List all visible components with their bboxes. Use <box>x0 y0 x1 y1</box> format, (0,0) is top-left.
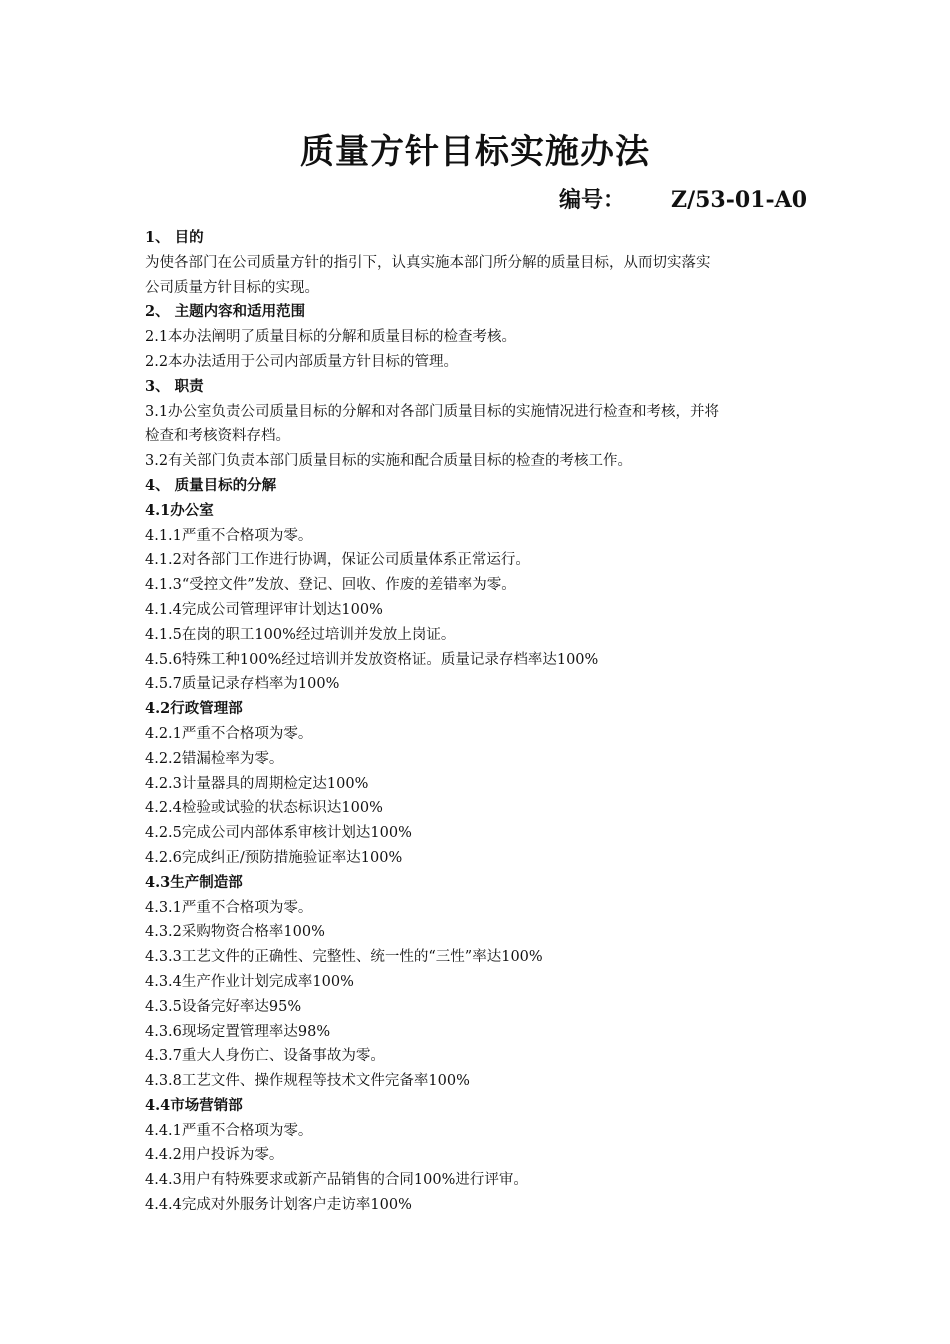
section-heading: 3、 职责 <box>145 377 204 395</box>
body-text-line: 为使各部门在公司质量方针的指引下，认真实施本部门所分解的质量目标，从而切实落实 <box>145 254 711 271</box>
body-text-line: 4.3.4生产作业计划完成率100% <box>145 973 354 990</box>
body-text-line: 4.4.1严重不合格项为零。 <box>145 1122 313 1139</box>
body-text-line: 2.2本办法适用于公司内部质量方针目标的管理。 <box>145 353 459 370</box>
body-text-line: 4.3.7重大人身伤亡、设备事故为零。 <box>145 1048 385 1065</box>
body-text-line: 4.3.1严重不合格项为零。 <box>145 899 313 916</box>
body-text-line: 4.3.5设备完好率达95% <box>145 998 302 1015</box>
document-title: 质量方针目标实施办法 <box>300 132 650 172</box>
body-text-line: 4.1.1严重不合格项为零。 <box>145 527 313 544</box>
body-text-line: 4.2.6完成纠正/预防措施验证率达100% <box>145 849 403 866</box>
section-heading: 4.2行政管理部 <box>145 700 243 718</box>
body-text-line: 4.1.4完成公司管理评审计划达100% <box>145 601 383 618</box>
section-heading: 4.3生产制造部 <box>145 873 243 891</box>
body-text-line: 4.2.3计量器具的周期检定达100% <box>145 775 369 792</box>
body-text-line: 4.3.2采购物资合格率100% <box>145 924 325 941</box>
body-text-line: 4.1.3“受控文件”发放、登记、回收、作废的差错率为零。 <box>145 577 516 594</box>
body-text-line: 4.2.4检验或试验的状态标识达100% <box>145 800 383 817</box>
body-text-line: 4.4.4完成对外服务计划客户走访率100% <box>145 1197 412 1214</box>
body-text-line: 4.2.5完成公司内部体系审核计划达100% <box>145 825 412 842</box>
section-heading: 4、 质量目标的分解 <box>145 476 277 494</box>
body-text-line: 检查和考核资料存档。 <box>145 428 290 445</box>
body-text-line: 4.5.7质量记录存档率为100% <box>145 676 340 693</box>
body-text-line: 4.4.2用户投诉为零。 <box>145 1147 284 1164</box>
body-text-line: 4.3.8工艺文件、操作规程等技术文件完备率100% <box>145 1073 470 1090</box>
section-heading: 4.1办公室 <box>145 501 214 519</box>
body-text-line: 2.1本办法阐明了质量目标的分解和质量目标的检查考核。 <box>145 329 517 346</box>
document-number <box>559 184 807 216</box>
body-text-line: 4.2.2错漏检率为零。 <box>145 750 284 767</box>
body-text-line: 4.3.3工艺文件的正确性、完整性、统一性的“三性”率达100% <box>145 949 543 966</box>
body-text-line: 4.1.5在岗的职工100%经过培训并发放上岗证。 <box>145 626 456 643</box>
body-text-line: 3.2有关部门负责本部门质量目标的实施和配合质量目标的检查的考核工作。 <box>145 453 633 470</box>
body-text-line: 公司质量方针目标的实现。 <box>145 279 319 296</box>
section-heading: 2、 主题内容和适用范围 <box>145 303 306 321</box>
body-text-line: 4.5.6特殊工种100%经过培训并发放资格证。质量记录存档率达100% <box>145 651 599 668</box>
body-text-line: 4.2.1严重不合格项为零。 <box>145 725 313 742</box>
body-text-line: 3.1办公室负责公司质量目标的分解和对各部门质量目标的实施情况进行检查和考核，并将 <box>145 403 720 420</box>
body-text-line: 4.4.3用户有特殊要求或新产品销售的合同100%进行评审。 <box>145 1172 528 1189</box>
body-text-line: 4.1.2对各部门工作进行协调，保证公司质量体系正常运行。 <box>145 552 530 569</box>
body-text-line: 4.3.6现场定置管理率达98% <box>145 1023 331 1040</box>
document-body <box>145 226 810 1218</box>
section-heading: 1、 目的 <box>145 229 204 246</box>
document-number-label: 编号： <box>559 187 626 213</box>
section-heading: 4.4市场营销部 <box>145 1096 243 1114</box>
document-number-value: Z/53-01-A0 <box>671 187 807 213</box>
